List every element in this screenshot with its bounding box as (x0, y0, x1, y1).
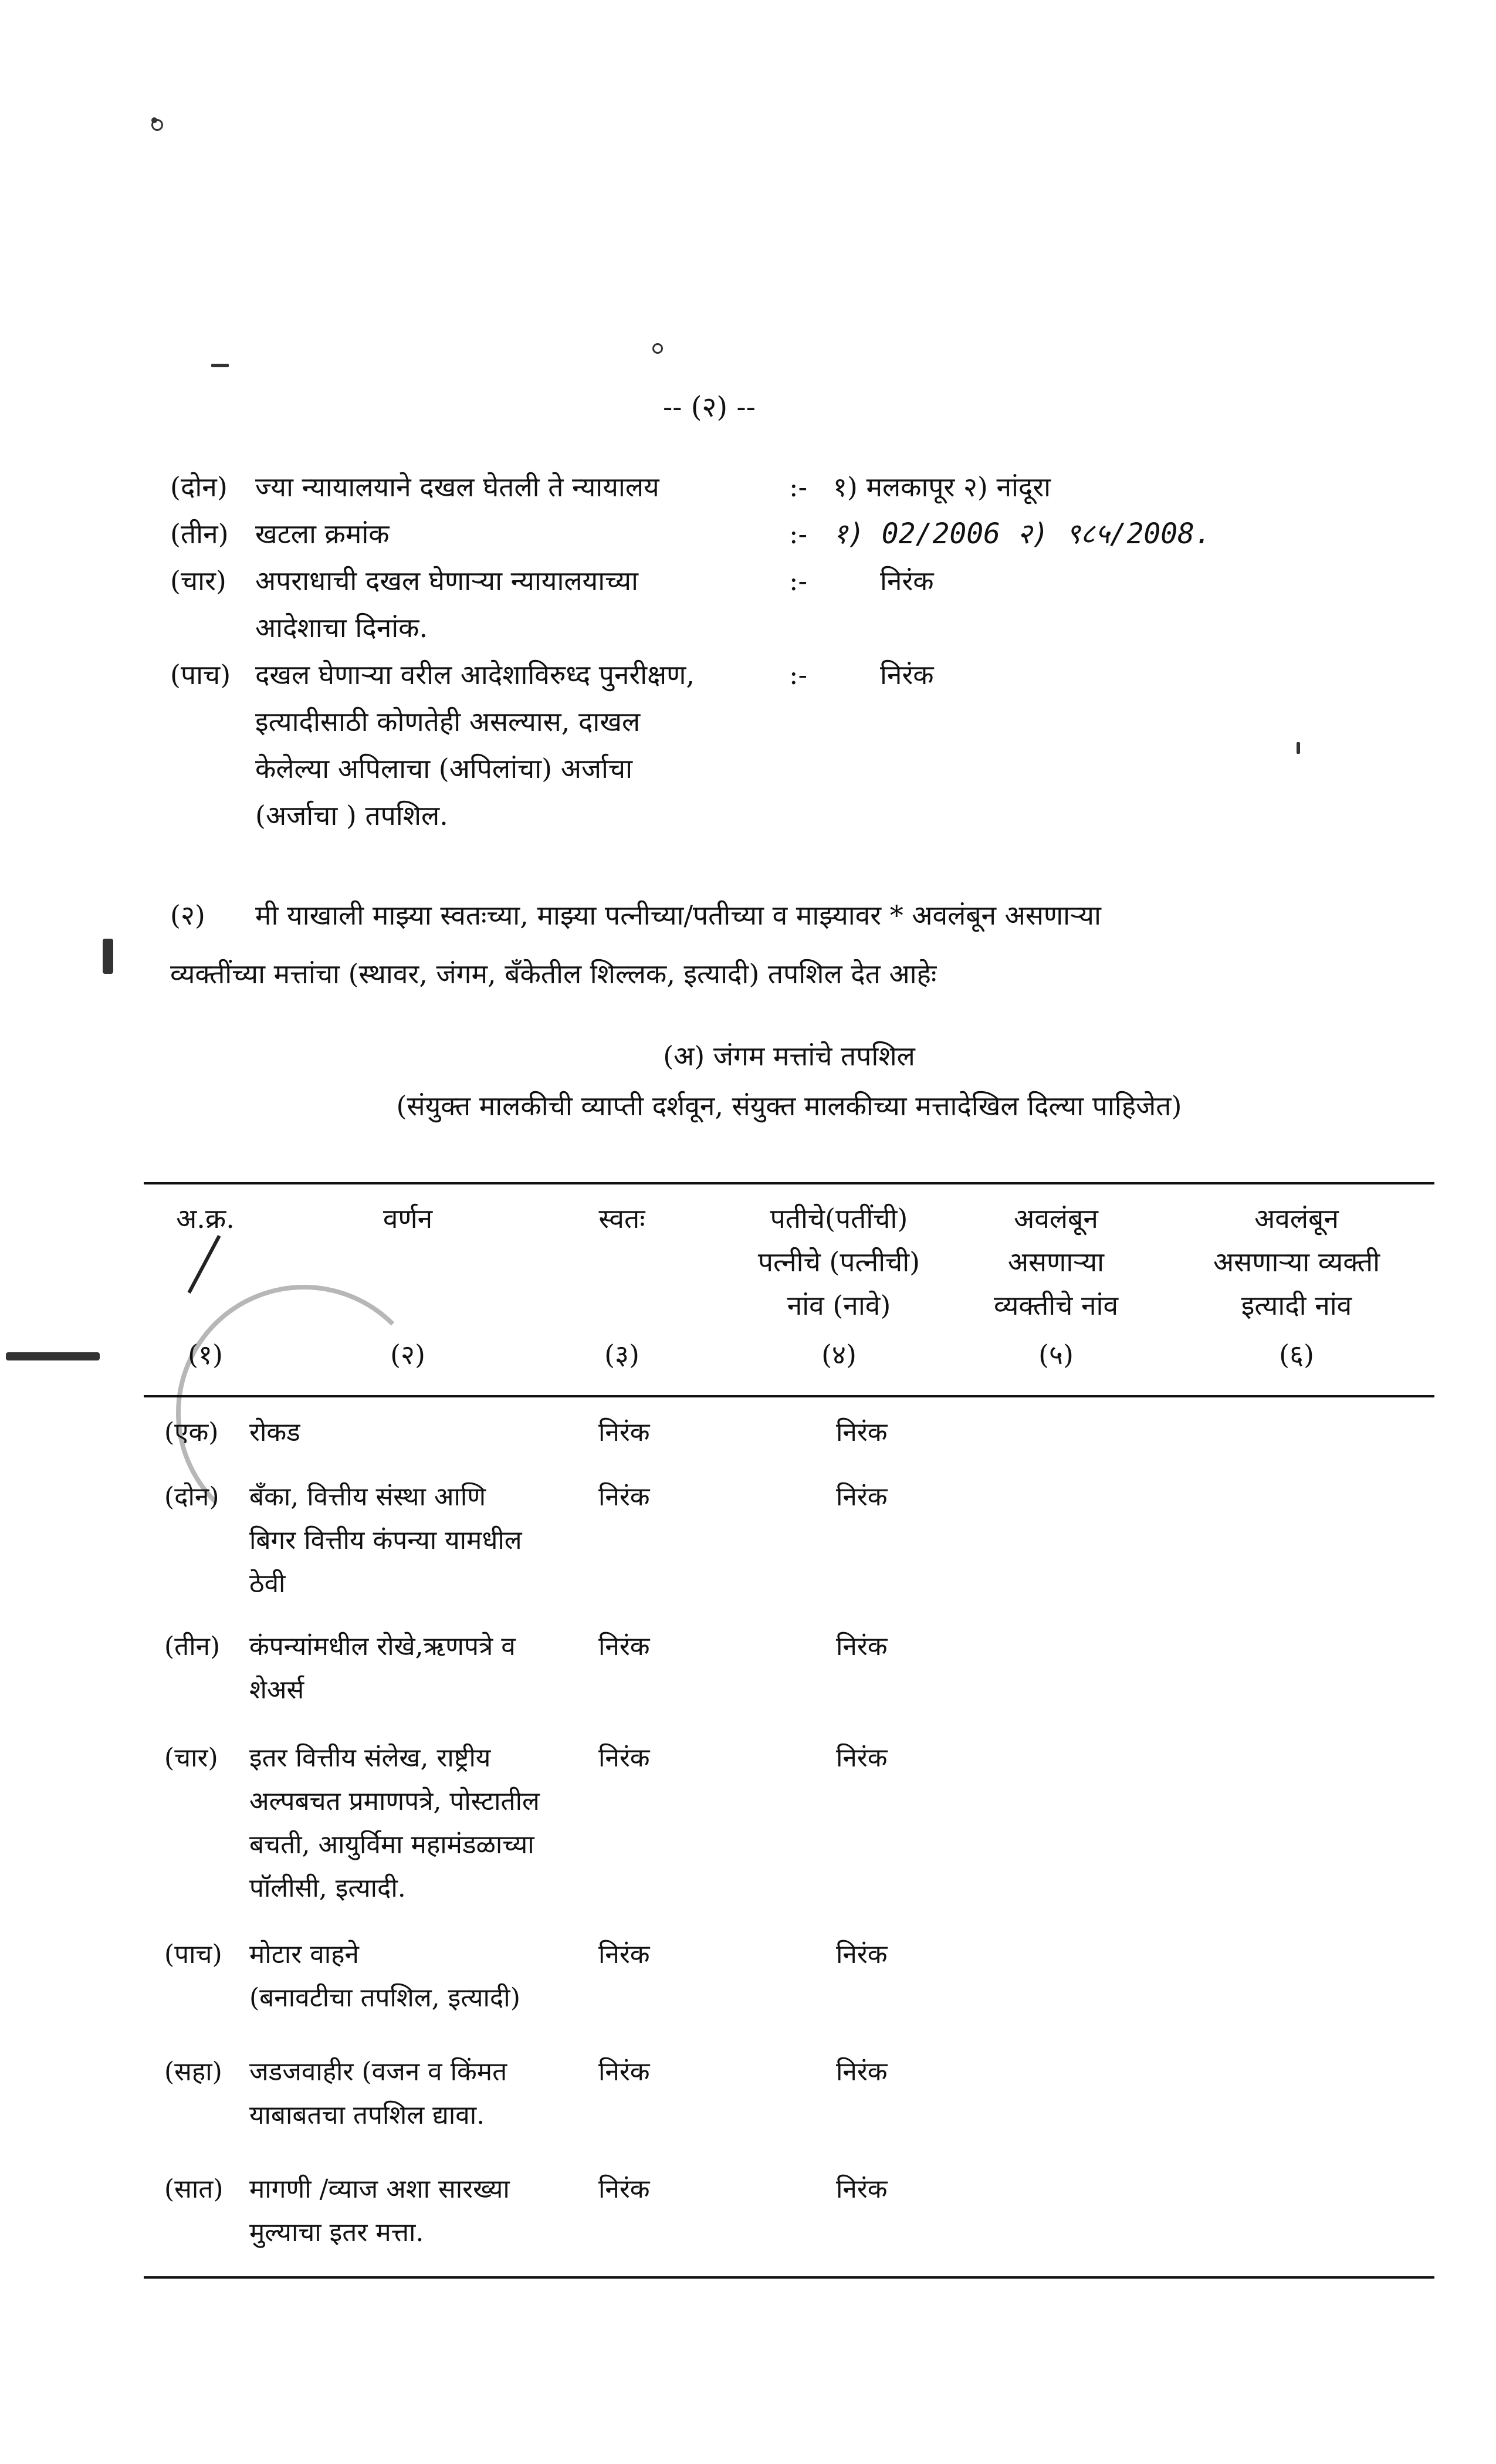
col-header: पतीचे(पतींची) (770, 1203, 908, 1234)
page-number: -- (२) -- (663, 391, 756, 424)
row-serial: (सहा) (164, 2057, 222, 2087)
info-separator: :- (789, 518, 808, 550)
row-desc: इतर वित्तीय संलेख, राष्ट्रीय (249, 1743, 491, 1773)
row-desc: मोटार वाहने (249, 1940, 359, 1969)
row-serial: (एक) (164, 1417, 219, 1447)
info-label: (दोन) (170, 471, 228, 503)
scan-speck (1297, 742, 1300, 754)
para-number: (२) (170, 899, 205, 931)
col-header: असणाऱ्या (1007, 1246, 1105, 1278)
row-self: निरंक (598, 1482, 650, 1512)
col-header: असणाऱ्या व्यक्ती (1213, 1246, 1380, 1278)
col-header: अवलंबून (1014, 1203, 1098, 1234)
scan-speck (211, 364, 229, 367)
row-self: निरंक (598, 1940, 650, 1969)
row-serial: (तीन) (164, 1632, 221, 1661)
info-text: केलेल्या अपिलाचा (अपिलांचा) अर्जाचा (255, 753, 633, 784)
row-spouse: निरंक (836, 1482, 888, 1512)
row-desc: बिगर वित्तीय कंपन्या यामधील (249, 1525, 522, 1555)
info-text: ज्या न्यायालयाने दखल घेतली ते न्यायालय (255, 471, 659, 503)
info-text: अपराधाची दखल घेणाऱ्या न्यायालयाच्या (255, 565, 638, 597)
row-serial: (पाच) (164, 1940, 222, 1969)
scan-speck (103, 939, 113, 974)
row-desc: मागणी /व्याज अशा सारख्या (249, 2174, 510, 2204)
row-desc: शेअर्स (249, 1675, 304, 1705)
col-header: नांव (नावे) (787, 1289, 891, 1321)
col-header: व्यक्तीचे नांव (993, 1289, 1119, 1321)
row-desc: बँका, वित्तीय संस्था आणि (249, 1482, 486, 1512)
row-desc: जडजवाहीर (वजन व किंमत (249, 2057, 507, 2087)
col-header: वर्णन (383, 1203, 433, 1234)
case-number-value: १) 02/2006 २) ९८५/2008. (833, 517, 1211, 550)
row-self: निरंक (598, 1417, 650, 1447)
scan-speck (652, 343, 663, 354)
row-self: निरंक (598, 2174, 650, 2204)
col-header: इत्यादी नांव (1241, 1289, 1352, 1321)
info-value: निरंक (880, 565, 934, 597)
col-number: (३) (604, 1339, 639, 1370)
info-separator: :- (789, 565, 808, 597)
col-number: (६) (1279, 1339, 1314, 1370)
info-label: (पाच) (170, 659, 231, 691)
row-serial: (सात) (164, 2174, 224, 2204)
info-text: (अर्जाचा ) तपशिल. (255, 800, 448, 831)
info-value: निरंक (880, 659, 934, 691)
row-self: निरंक (598, 1632, 650, 1661)
scan-speck (6, 1352, 100, 1360)
row-self: निरंक (598, 1743, 650, 1773)
row-serial: (चार) (164, 1743, 218, 1773)
info-text: इत्यादीसाठी कोणतेही असल्यास, दाखल (255, 706, 641, 737)
info-label: (चार) (170, 565, 226, 597)
row-desc: पॉलीसी, इत्यादी. (249, 1873, 406, 1903)
table-top-rule (144, 1182, 1434, 1184)
col-number: (४) (821, 1339, 857, 1370)
row-spouse: निरंक (836, 1743, 888, 1773)
info-value: १) मलकापूर २) नांदूरा (833, 471, 1051, 503)
col-number: (२) (390, 1339, 425, 1370)
row-desc: ठेवी (249, 1569, 286, 1599)
info-separator: :- (789, 471, 808, 503)
row-spouse: निरंक (836, 2057, 888, 2087)
col-header: स्वतः (598, 1203, 645, 1234)
table-bottom-rule (144, 2276, 1434, 2279)
handwritten-slash (188, 1235, 221, 1294)
row-desc: मुल्याचा इतर मत्ता. (249, 2218, 424, 2248)
row-desc: कंपन्यांमधील रोखे,ऋणपत्रे व (249, 1632, 516, 1661)
row-desc: याबाबतचा तपशिल द्यावा. (249, 2100, 485, 2130)
row-spouse: निरंक (836, 2174, 888, 2204)
row-desc: बचती, आयुर्विमा महामंडळाच्या (249, 1830, 534, 1860)
col-header: पत्नीचे (पत्नीची) (757, 1246, 920, 1278)
row-spouse: निरंक (836, 1417, 888, 1447)
col-header: अ.क्र. (176, 1203, 235, 1234)
section-title: (अ) जंगम मत्तांचे तपशिल (663, 1040, 915, 1072)
col-number: (१) (188, 1339, 223, 1370)
scan-speck (151, 119, 163, 131)
info-text: दखल घेणाऱ्या वरील आदेशाविरुध्द पुनरीक्षण, (255, 659, 695, 691)
col-number: (५) (1038, 1339, 1074, 1370)
info-text: खटला क्रमांक (255, 518, 390, 550)
section-subtitle: (संयुक्त मालकीची व्याप्ती दर्शवून, संयुक्त मालकीच्या मत्तादेखिल दिल्या पाहिजेत) (396, 1090, 1182, 1122)
para-line: मी याखाली माझ्या स्वतःच्या, माझ्या पत्नीच्या/पतीच्या व माझ्यावर * अवलंबून असणाऱ्या (255, 899, 1101, 931)
table-header-rule (144, 1395, 1434, 1397)
info-label: (तीन) (170, 518, 229, 550)
row-spouse: निरंक (836, 1940, 888, 1969)
row-desc: रोकड (249, 1417, 300, 1447)
row-desc: अल्पबचत प्रमाणपत्रे, पोस्टातील (249, 1786, 540, 1816)
para-line: व्यक्तींच्या मत्तांचा (स्थावर, जंगम, बँकेतील शिल्लक, इत्यादी) तपशिल देत आहेः (170, 958, 937, 990)
col-header: अवलंबून (1254, 1203, 1339, 1234)
row-self: निरंक (598, 2057, 650, 2087)
info-text: आदेशाचा दिनांक. (255, 612, 428, 644)
row-spouse: निरंक (836, 1632, 888, 1661)
info-separator: :- (789, 659, 808, 691)
row-desc: (बनावटीचा तपशिल, इत्यादी) (249, 1983, 520, 2013)
row-serial: (दोन) (164, 1482, 219, 1512)
